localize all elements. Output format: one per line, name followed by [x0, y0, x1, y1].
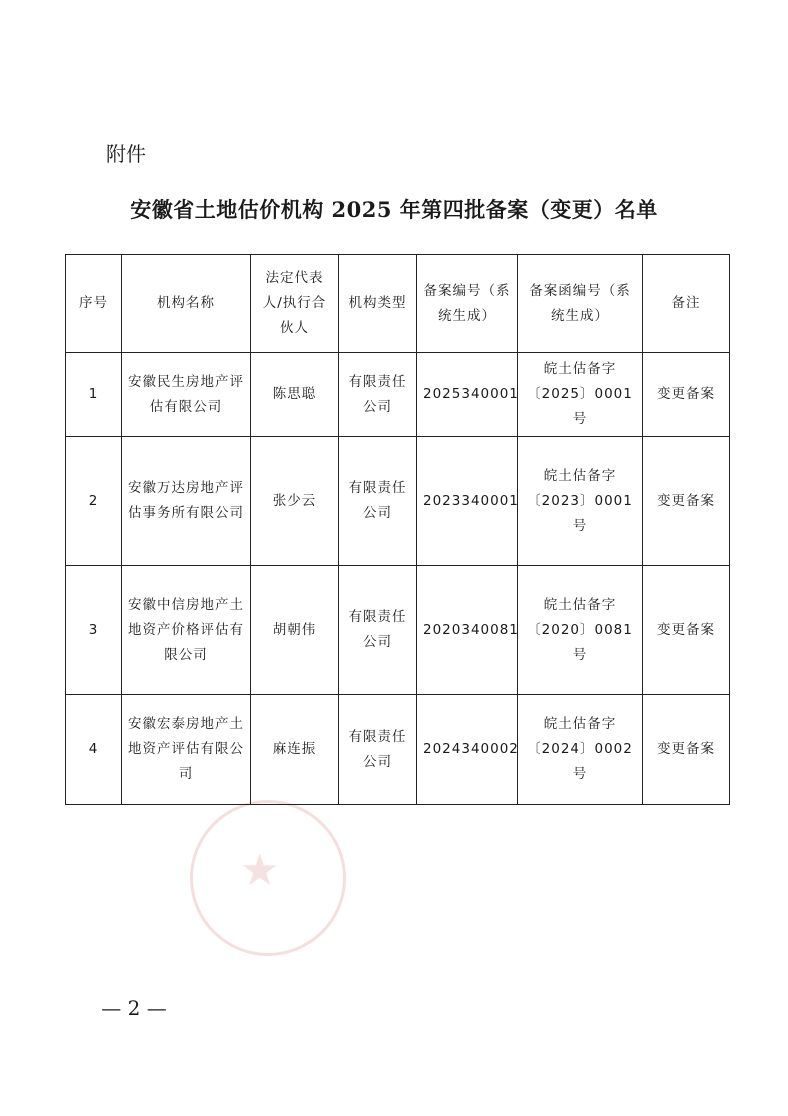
header-remark: 备注	[643, 255, 730, 353]
cell-remark: 变更备案	[643, 695, 730, 805]
seal-star-icon: ★	[240, 845, 280, 896]
header-org-type: 机构类型	[339, 255, 417, 353]
cell-legal-rep: 张少云	[251, 437, 339, 566]
cell-remark: 变更备案	[643, 566, 730, 695]
header-org-name: 机构名称	[122, 255, 251, 353]
header-filing-no: 备案编号（系统生成）	[417, 255, 518, 353]
cell-org-type: 有限责任公司	[339, 353, 417, 437]
cell-org-name: 安徽宏泰房地产土地资产评估有限公司	[122, 695, 251, 805]
table-row	[66, 353, 730, 437]
cell-remark: 变更备案	[643, 437, 730, 566]
cell-filing-letter-no: 皖土估备字〔2020〕0081 号	[518, 566, 643, 695]
cell-filing-no: 2023340001	[417, 437, 518, 566]
page-number: — 2 —	[101, 996, 167, 1020]
cell-legal-rep: 胡朝伟	[251, 566, 339, 695]
cell-legal-rep: 麻连振	[251, 695, 339, 805]
cell-org-type: 有限责任公司	[339, 566, 417, 695]
header-legal-rep: 法定代表人/执行合伙人	[251, 255, 339, 353]
cell-org-name: 安徽民生房地产评估有限公司	[122, 353, 251, 437]
cell-filing-letter-no: 皖土估备字〔2025〕0001 号	[518, 353, 643, 437]
cell-legal-rep: 陈思聪	[251, 353, 339, 437]
cell-remark: 变更备案	[643, 353, 730, 437]
cell-org-type: 有限责任公司	[339, 695, 417, 805]
cell-org-name: 安徽万达房地产评估事务所有限公司	[122, 437, 251, 566]
document-title: 安徽省土地估价机构 2025 年第四批备案（变更）名单	[130, 197, 658, 222]
cell-seq: 1	[66, 353, 122, 437]
cell-seq: 4	[66, 695, 122, 805]
table-row	[66, 566, 730, 695]
cell-filing-no: 2025340001	[417, 353, 518, 437]
cell-filing-no: 2024340002	[417, 695, 518, 805]
filing-list-table	[65, 254, 730, 805]
cell-filing-letter-no: 皖土估备字〔2024〕0002 号	[518, 695, 643, 805]
header-seq: 序号	[66, 255, 122, 353]
table-row	[66, 695, 730, 805]
cell-org-name: 安徽中信房地产土地资产价格评估有限公司	[122, 566, 251, 695]
cell-filing-no: 2020340081	[417, 566, 518, 695]
header-filing-letter-no: 备案函编号（系统生成）	[518, 255, 643, 353]
cell-filing-letter-no: 皖土估备字〔2023〕0001 号	[518, 437, 643, 566]
cell-seq: 2	[66, 437, 122, 566]
table-row	[66, 437, 730, 566]
cell-seq: 3	[66, 566, 122, 695]
attachment-label: 附件	[106, 142, 146, 166]
table-header-row	[66, 255, 730, 353]
cell-org-type: 有限责任公司	[339, 437, 417, 566]
